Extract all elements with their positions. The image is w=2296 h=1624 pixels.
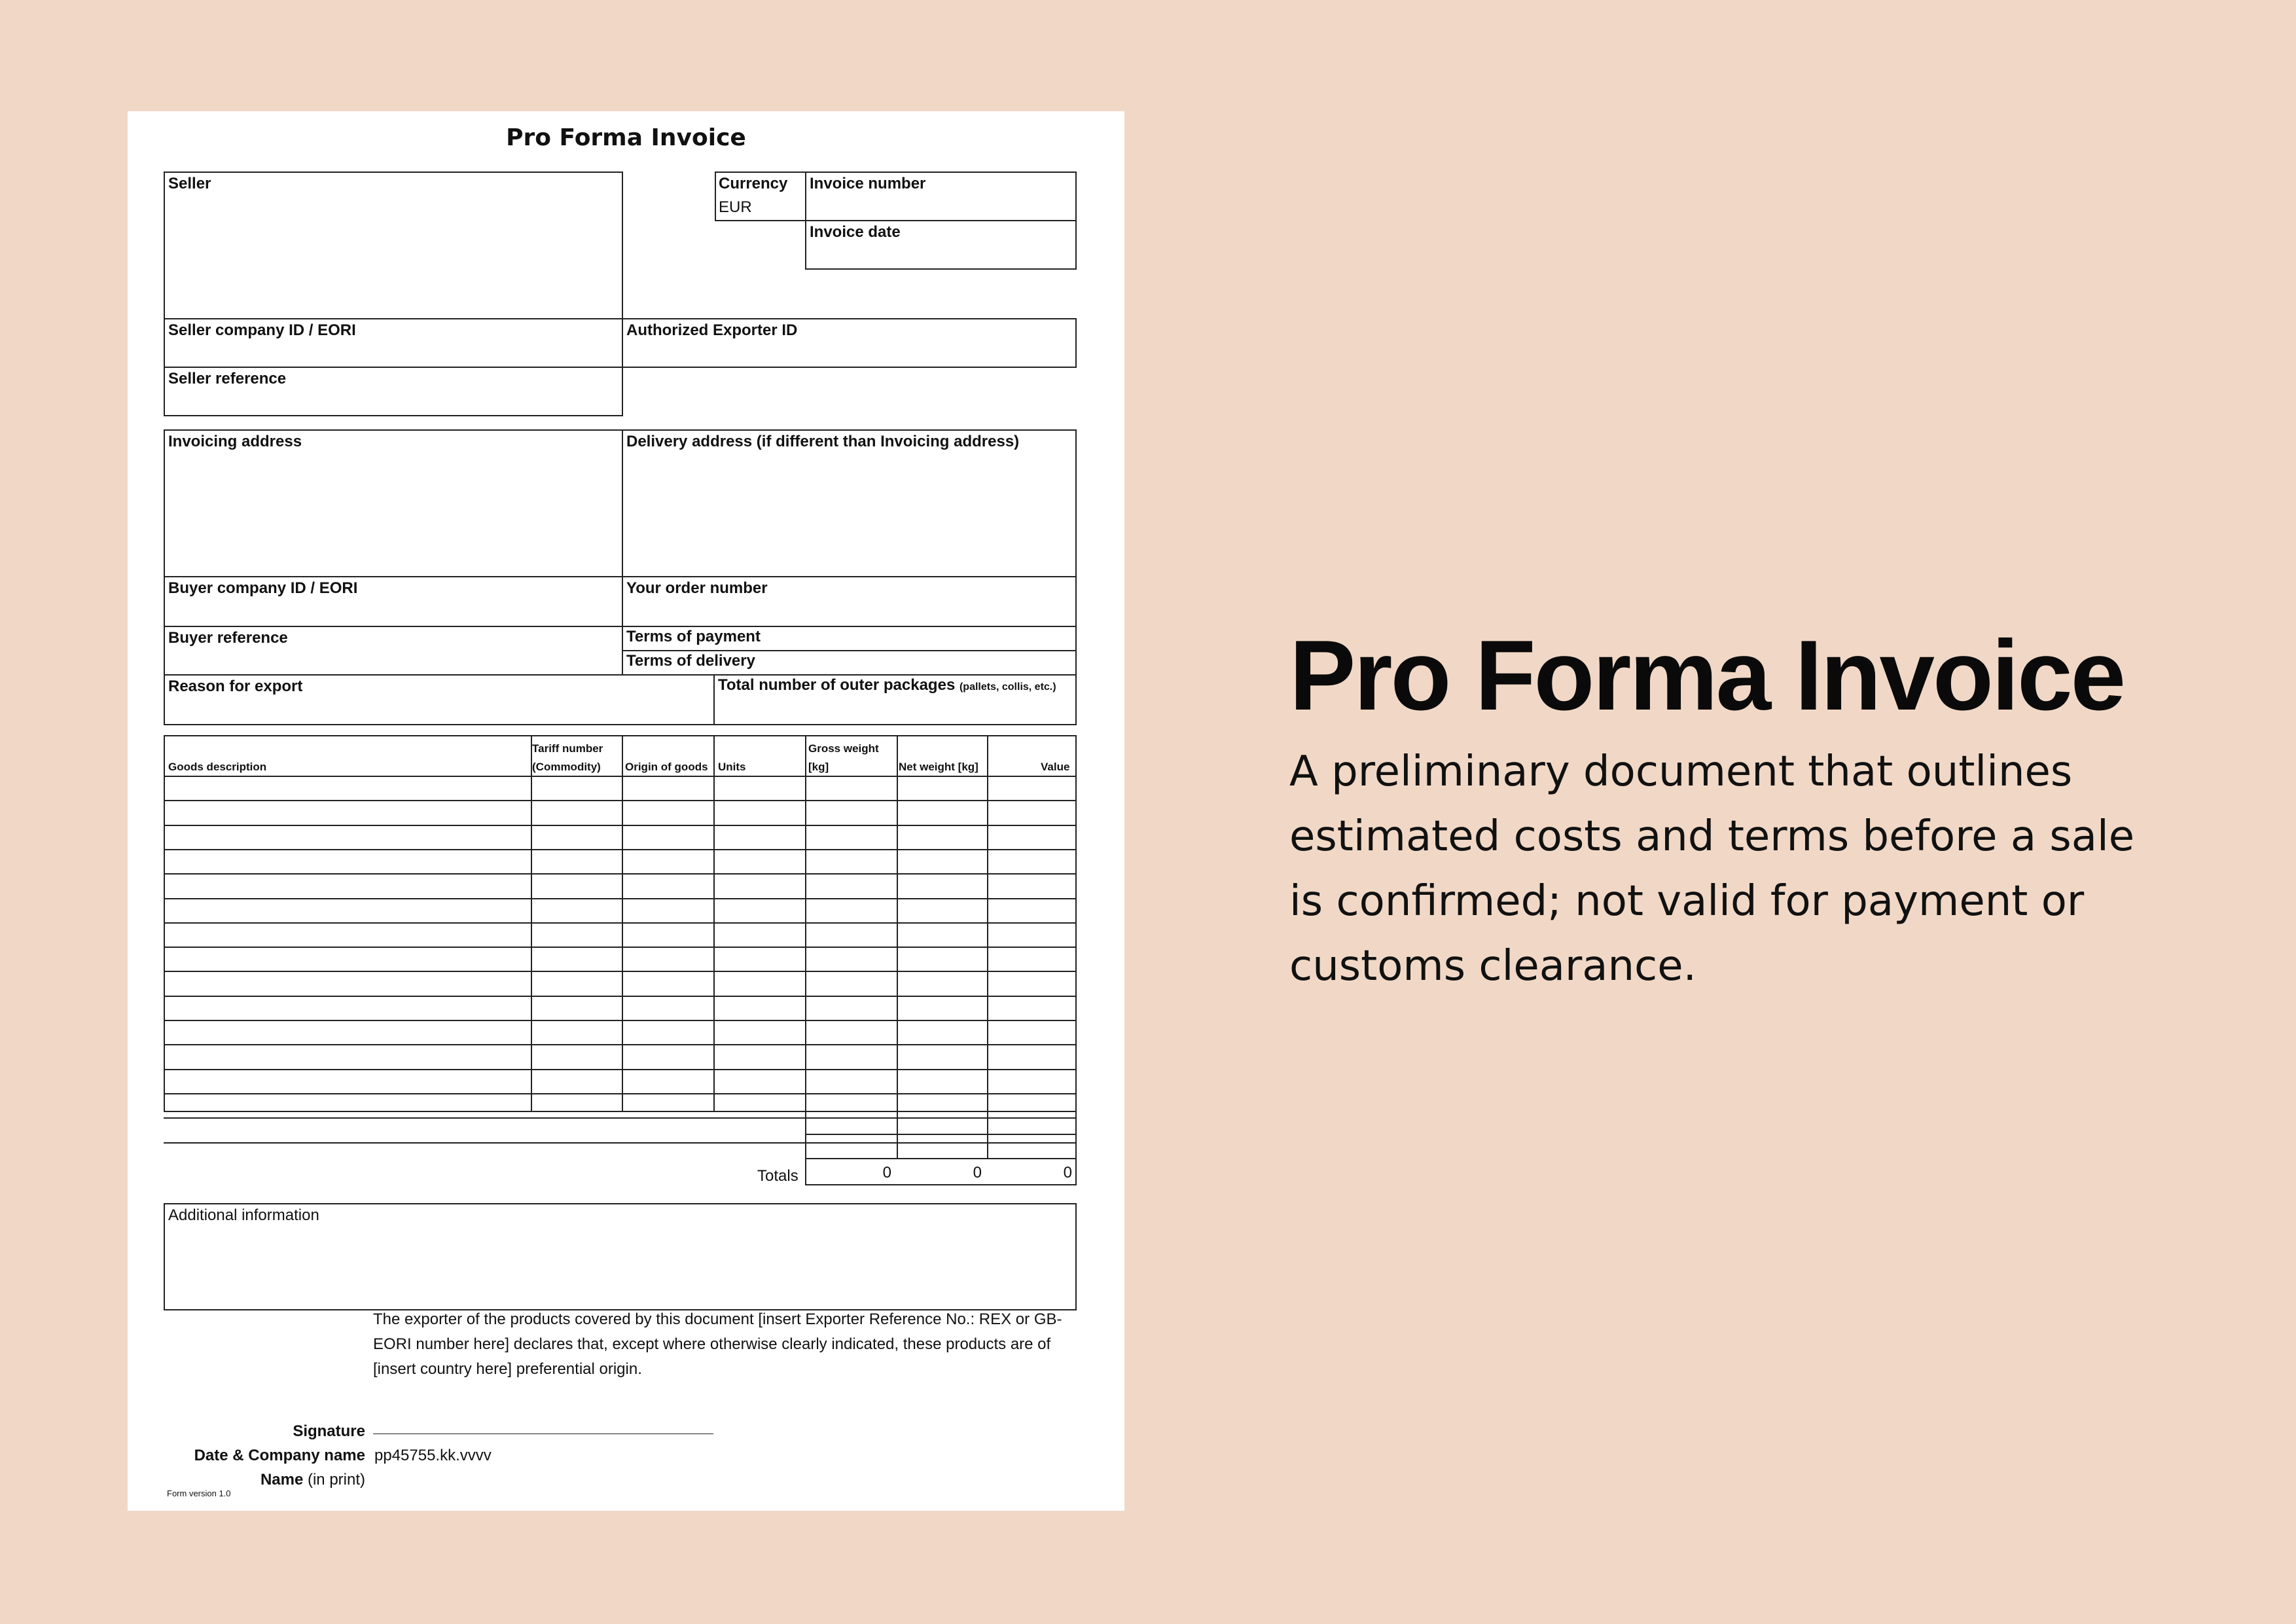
table-row: [164, 1044, 1077, 1045]
exporter-declaration: The exporter of the products covered by this document [insert Exporter Reference No.: REX or GB-EORI number here] declares that, except where otherwise clearly indicated, these products are of [insert country here] preferential origin.: [373, 1310, 1062, 1378]
totals-gross: 0: [882, 1164, 891, 1182]
header-gross-2: [kg]: [808, 761, 829, 773]
header-tariff-1: Tariff number: [532, 742, 603, 755]
invoice-template-sheet: [128, 111, 1124, 1511]
form-title: Pro Forma Invoice: [506, 124, 746, 151]
outer-packages-note: (pallets, collis, etc.): [959, 681, 1056, 693]
seller-box: [164, 171, 623, 319]
table-row: [164, 898, 1077, 899]
header-origin: Origin of goods: [625, 761, 708, 773]
totals-net: 0: [973, 1164, 982, 1182]
seller-label: Seller: [168, 175, 211, 192]
table-row: [164, 1117, 1077, 1119]
side-description: A preliminary document that outlines estimated costs and terms before a sale is confirmed; not valid for payment or customs clearance.: [1289, 748, 2135, 990]
reason-for-export-label: Reason for export: [168, 677, 303, 695]
seller-company-id-label: Seller company ID / EORI: [168, 321, 356, 339]
header-net: Net weight [kg]: [899, 761, 978, 773]
table-row: [164, 849, 1077, 850]
invoicing-address-label: Invoicing address: [168, 433, 302, 450]
terms-of-delivery-label: Terms of delivery: [626, 652, 755, 670]
header-units: Units: [718, 761, 746, 773]
header-gross-1: Gross weight: [808, 742, 879, 755]
col-divider-origin: [622, 735, 623, 1112]
invoicing-address-box: [164, 429, 623, 577]
table-row: [164, 1142, 1077, 1144]
table-row: [164, 873, 1077, 875]
order-number-label: Your order number: [626, 579, 768, 597]
col-divider-tariff: [531, 735, 532, 1112]
table-row: [164, 825, 1077, 826]
col-divider-units: [713, 735, 715, 1112]
currency-value: EUR: [719, 198, 752, 216]
buyer-company-id-label: Buyer company ID / EORI: [168, 579, 358, 597]
name-label: [260, 1471, 365, 1489]
outer-packages-label: [718, 676, 1056, 695]
currency-label: Currency: [719, 175, 788, 192]
delivery-address-label: Delivery address (if different than Invoicing address): [626, 433, 1020, 450]
invoice-date-label: Invoice date: [810, 223, 901, 241]
table-row: [164, 800, 1077, 801]
goods-table: [164, 735, 1077, 1112]
table-row: [164, 971, 1077, 972]
seller-reference-label: Seller reference: [168, 370, 287, 388]
terms-of-payment-label: Terms of payment: [626, 628, 761, 645]
name-label-rest: (in print): [303, 1471, 365, 1489]
invoice-number-label: Invoice number: [810, 175, 926, 192]
header-tariff-2: (Commodity): [532, 761, 601, 773]
delivery-address-box: [622, 429, 1077, 577]
authorized-exporter-label: Authorized Exporter ID: [626, 321, 798, 339]
header-value: Value: [1041, 761, 1070, 773]
table-row: [164, 1093, 1077, 1094]
side-title: Pro Forma Invoice: [1289, 620, 2125, 731]
table-row: [164, 1069, 1077, 1070]
totals-value: 0: [1063, 1164, 1072, 1182]
table-row: [805, 1134, 1077, 1135]
outer-packages-text: Total number of outer packages: [718, 676, 956, 694]
table-row: [164, 1020, 1077, 1021]
form-version: Form version 1.0: [167, 1489, 231, 1498]
table-row: [164, 922, 1077, 924]
date-company-label: Date & Company name: [194, 1447, 365, 1464]
table-row: [164, 996, 1077, 997]
header-goods-description: Goods description: [168, 761, 267, 773]
date-company-value: pp45755.kk.vvvv: [374, 1447, 492, 1464]
signature-label: Signature: [293, 1422, 365, 1440]
totals-label: Totals: [757, 1167, 798, 1185]
buyer-reference-label: Buyer reference: [168, 629, 288, 647]
additional-info-label: Additional information: [168, 1206, 319, 1224]
name-label-bold: Name: [260, 1471, 304, 1489]
table-row: [164, 947, 1077, 948]
